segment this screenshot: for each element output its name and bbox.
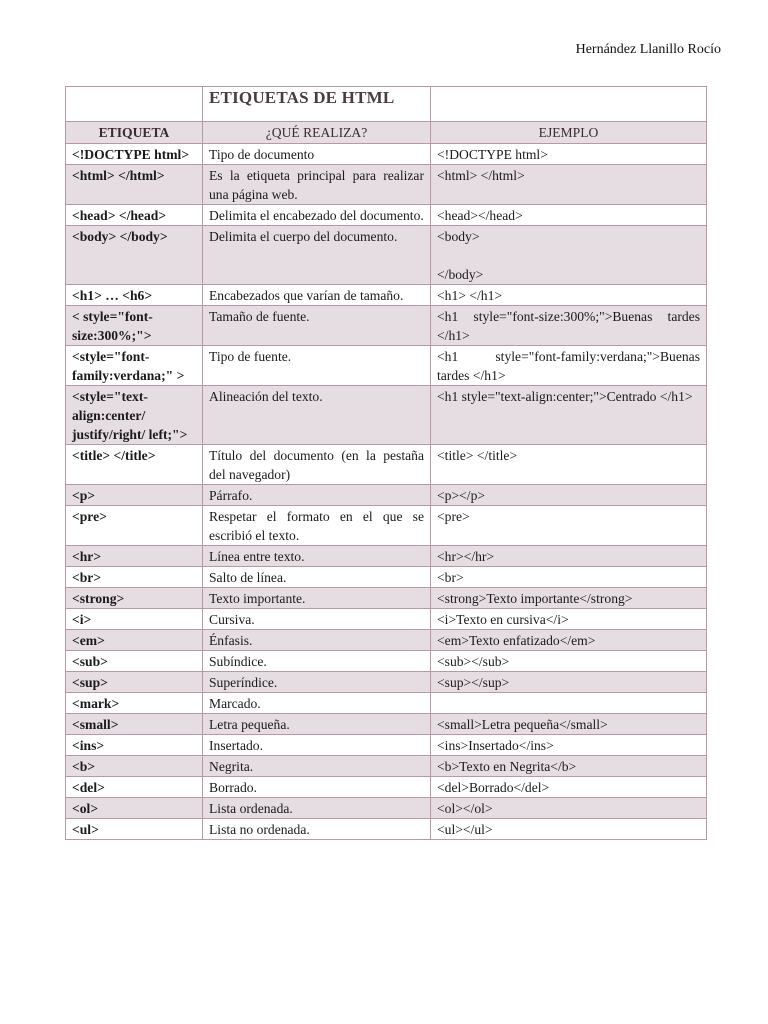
example-cell: <head></head>	[431, 205, 707, 226]
tag-cell: <hr>	[66, 546, 203, 567]
table-row	[66, 226, 707, 285]
description-cell: Borrado.	[203, 777, 431, 798]
description-cell: Insertado.	[203, 735, 431, 756]
description-cell: Letra pequeña.	[203, 714, 431, 735]
tag-cell: <em>	[66, 630, 203, 651]
example-cell: <h1 style="font-size:300%;">Buenas tardes </h1>	[431, 306, 707, 346]
tag-cell: <style="text-align:center/ justify/right/ left;">	[66, 386, 203, 445]
example-cell: <!DOCTYPE html>	[431, 144, 707, 165]
description-cell: Subíndice.	[203, 651, 431, 672]
table-title: ETIQUETAS DE HTML	[203, 87, 431, 122]
table-body	[66, 144, 707, 840]
example-cell: <ins>Insertado</ins>	[431, 735, 707, 756]
tag-cell: <body> </body>	[66, 226, 203, 285]
table-row	[66, 693, 707, 714]
example-cell	[431, 693, 707, 714]
column-header-que-realiza: ¿QUÉ REALIZA?	[203, 122, 431, 144]
title-row	[66, 87, 707, 122]
table-row	[66, 567, 707, 588]
example-cell: <em>Texto enfatizado</em>	[431, 630, 707, 651]
description-cell: Párrafo.	[203, 485, 431, 506]
description-cell: Superíndice.	[203, 672, 431, 693]
table-row	[66, 735, 707, 756]
table-row	[66, 445, 707, 485]
description-cell: Marcado.	[203, 693, 431, 714]
description-cell: Lista ordenada.	[203, 798, 431, 819]
example-cell: <del>Borrado</del>	[431, 777, 707, 798]
description-cell: Título del documento (en la pestaña del navegador)	[203, 445, 431, 485]
example-cell: <body> </body>	[431, 226, 707, 285]
description-cell: Énfasis.	[203, 630, 431, 651]
description-cell: Texto importante.	[203, 588, 431, 609]
table-row	[66, 777, 707, 798]
example-cell: <sub></sub>	[431, 651, 707, 672]
tag-cell: <strong>	[66, 588, 203, 609]
table-row	[66, 819, 707, 840]
tag-cell: <h1> … <h6>	[66, 285, 203, 306]
example-cell: <hr></hr>	[431, 546, 707, 567]
table-row	[66, 609, 707, 630]
table-row	[66, 651, 707, 672]
table-row	[66, 714, 707, 735]
description-cell: Tipo de documento	[203, 144, 431, 165]
example-cell: <h1 style="text-align:center;">Centrado </h1>	[431, 386, 707, 445]
example-cell: <br>	[431, 567, 707, 588]
table-row	[66, 756, 707, 777]
description-cell: Cursiva.	[203, 609, 431, 630]
example-cell: <title> </title>	[431, 445, 707, 485]
description-cell: Encabezados que varían de tamaño.	[203, 285, 431, 306]
example-cell: <sup></sup>	[431, 672, 707, 693]
example-cell: <strong>Texto importante</strong>	[431, 588, 707, 609]
example-cell: <h1> </h1>	[431, 285, 707, 306]
tag-cell: <small>	[66, 714, 203, 735]
tag-cell: <head> </head>	[66, 205, 203, 226]
description-cell: Tipo de fuente.	[203, 346, 431, 386]
tag-cell: < style="font-size:300%;">	[66, 306, 203, 346]
table-row	[66, 546, 707, 567]
tag-cell: <ol>	[66, 798, 203, 819]
description-cell: Delimita el cuerpo del documento.	[203, 226, 431, 285]
table-row	[66, 165, 707, 205]
table-row	[66, 205, 707, 226]
title-empty-cell	[431, 87, 707, 122]
tag-cell: <i>	[66, 609, 203, 630]
tag-cell: <sub>	[66, 651, 203, 672]
title-empty-cell	[66, 87, 203, 122]
html-tags-table	[65, 86, 707, 840]
description-cell: Respetar el formato en el que se escribió el texto.	[203, 506, 431, 546]
table-row	[66, 306, 707, 346]
description-cell: Salto de línea.	[203, 567, 431, 588]
tag-cell: <ins>	[66, 735, 203, 756]
tag-cell: <title> </title>	[66, 445, 203, 485]
example-cell: <ol></ol>	[431, 798, 707, 819]
tag-cell: <b>	[66, 756, 203, 777]
table-row	[66, 144, 707, 165]
description-cell: Es la etiqueta principal para realizar una página web.	[203, 165, 431, 205]
table-row	[66, 630, 707, 651]
description-cell: Negrita.	[203, 756, 431, 777]
tag-cell: <br>	[66, 567, 203, 588]
example-cell: <small>Letra pequeña</small>	[431, 714, 707, 735]
table-row	[66, 346, 707, 386]
description-cell: Línea entre texto.	[203, 546, 431, 567]
example-cell: <ul></ul>	[431, 819, 707, 840]
tag-cell: <del>	[66, 777, 203, 798]
table-row	[66, 285, 707, 306]
example-cell: <i>Texto en cursiva</i>	[431, 609, 707, 630]
tag-cell: <ul>	[66, 819, 203, 840]
table-row	[66, 588, 707, 609]
author-name: Hernández Llanillo Rocío	[575, 42, 721, 57]
table-row	[66, 506, 707, 546]
tag-cell: <style="font-family:verdana;" >	[66, 346, 203, 386]
table-row	[66, 798, 707, 819]
tag-cell: <mark>	[66, 693, 203, 714]
column-header-ejemplo: EJEMPLO	[431, 122, 707, 144]
tag-cell: <!DOCTYPE html>	[66, 144, 203, 165]
description-cell: Delimita el encabezado del documento.	[203, 205, 431, 226]
tag-cell: <sup>	[66, 672, 203, 693]
table-row	[66, 672, 707, 693]
example-cell: <pre>	[431, 506, 707, 546]
column-header-etiqueta: ETIQUETA	[66, 122, 203, 144]
tag-cell: <html> </html>	[66, 165, 203, 205]
description-cell: Alineación del texto.	[203, 386, 431, 445]
example-cell: <p></p>	[431, 485, 707, 506]
header-row	[66, 122, 707, 144]
example-cell: <b>Texto en Negrita</b>	[431, 756, 707, 777]
example-cell: <html> </html>	[431, 165, 707, 205]
table-row	[66, 386, 707, 445]
example-cell: <h1 style="font-family:verdana;">Buenas tardes </h1>	[431, 346, 707, 386]
description-cell: Lista no ordenada.	[203, 819, 431, 840]
table-row	[66, 485, 707, 506]
tag-cell: <pre>	[66, 506, 203, 546]
description-cell: Tamaño de fuente.	[203, 306, 431, 346]
tag-cell: <p>	[66, 485, 203, 506]
